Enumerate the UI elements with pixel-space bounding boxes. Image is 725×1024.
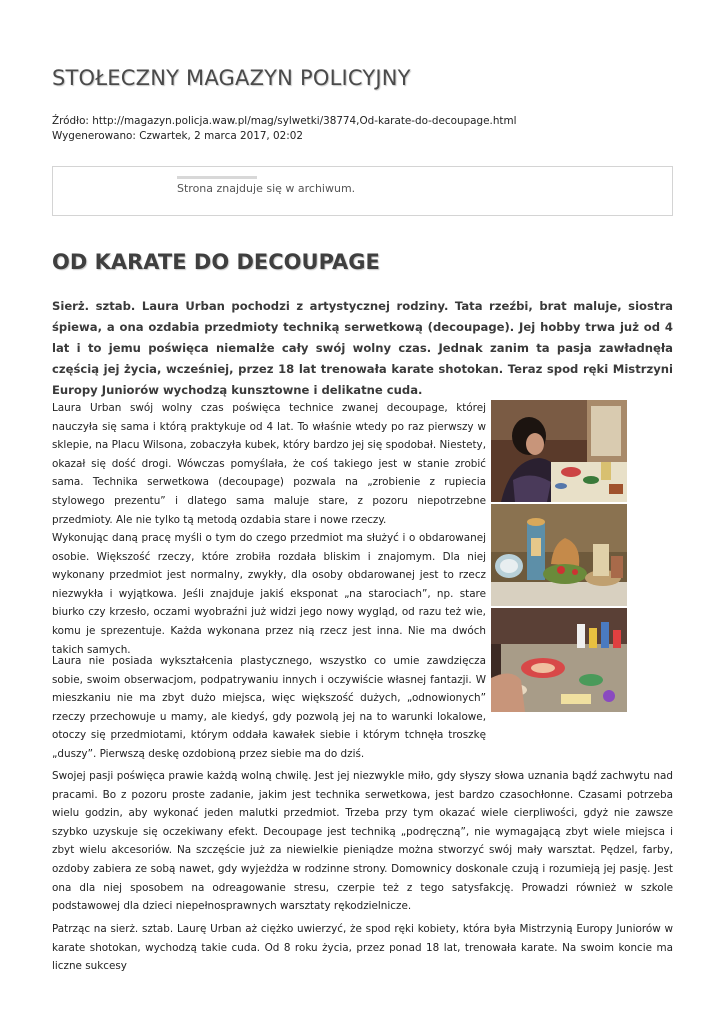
archive-notice-text: Strona znajduje się w archiwum. [177, 182, 356, 195]
article-paragraph-3: Laura nie posiada wykształcenia plastycznego, wszystko co umie zawdzięcza sobie, swoim obserwacjom, podpatrywaniu innych i oczywiście własnej fantazji. W mieszkaniu nie ma zbyt dużo miejsca, więc większość dużych, „odnowionych” rzeczy przechowuje u mamy, ale kiedyś, gdy pozwolą jej na to warunki lokalowe, otoczy się przedmiotami, którym oddała kawałek siebie i którym tchnęła troszkę „duszy”. Pierwszą deskę ozdobioną przez siebie ma do dziś. [52, 655, 486, 760]
article-paragraph-1: Laura Urban swój wolny czas poświęca technice zwanej decoupage, której nauczyła się sama i którą praktykuje od 4 lat. To właśnie wtedy po raz pierwszy w sklepie, na Placu Wilsona, zobaczyła kubek, który bardzo jej się spodobał. Niestety, okazał się dość drogi. Wówczas pomyślała, że coś takiego jest w stanie zrobić sama. Technika serwetkowa (decoupage) pozwala na „zrobienie z rupiecia stylowego prezentu” i dlatego sama maluje stare, z pozoru niepotrzebne przedmioty. Ale nie tylko tą metodą ozdabia stare i nowe rzeczy. [52, 402, 486, 526]
photo-workbench [491, 608, 627, 712]
article-lead: Sierż. sztab. Laura Urban pochodzi z artystycznej rodziny. Tata rzeźbi, brat maluje, siostra śpiewa, a ona ozdabia przedmioty techniką serwetkową (decoupage). Jej hobby trwa już od 4 lat i to jemu poświęca niemalże cały swój wolny czas. Jednak zanim ta pasja zawładnęła częścią jej życia, wcześniej, przez 18 lat trenowała karate shotokan. Teraz spod ręki Mistrzyni Europy Juniorów wychodzą kunsztowne i delikatne cuda. [52, 299, 673, 397]
article-paragraph-4: Swojej pasji poświęca prawie każdą wolną chwilę. Jest jej niezwykle miło, gdy słyszy słowa uznania bądź zachwytu nad pracami. Bo z pozoru proste zadanie, jakim jest technika serwetkowa, jest bardzo czasochłonne. Czasami potrzeba wielu godzin, aby wykonać jeden malutki przedmiot. Trzeba przy tym okazać wiele cierpliwości, gdyż nie zawsze szybko uzyskuje się oczekiwany efekt. Decoupage jest techniką „podręczną”, nie wymagającą zbyt wiele miejsca i zbyt wielu akcesoriów. Na szczęście już za niewielkie pieniądze można stworzyć swój mały warsztat. Pędzel, farby, ozdoby zabiera ze sobą nawet, gdy wyjeżdża w rodzinne strony. Domownicy doskonale czują i rozumieją jej pasję. Jest ona dla niej sposobem na odreagowanie stresu, czerpie też z tego satysfakcję. Prowadzi również w szkole podstawowej dla dzieci niepełnosprawnych warsztaty rękodzielnicze. [52, 770, 673, 913]
source-url[interactable]: Źródło: http://magazyn.policja.waw.pl/mag/sylwetki/38774,Od-karate-do-decoupage.html [52, 115, 517, 127]
article-title: OD KARATE DO DECOUPAGE [52, 250, 380, 274]
document-meta [52, 114, 517, 143]
article-paragraph-2: Wykonując daną pracę myśli o tym do czego przedmiot ma służyć i o obdarowanej osobie. Większość rzeczy, które zrobiła rozdała bliskim i znajomym. Dla niej wykonany przedmiot jest normalny, zwykły, dla osoby obdarowanej jest to rzecz niezwykła i wyjątkowa. Jeśli znajduje jakiś eksponat „na starociach”, np. stare biurko czy krzesło, oczami wyobraźni już widzi jego nowy wygląd, od razu też wie, komu je sprezentuje. Każda wykonana przez nią rzecz jest inna. Nie ma dwóch takich samych. [52, 532, 486, 656]
archive-notice-bar [177, 176, 257, 179]
photo-woman-decorating [491, 400, 627, 502]
article-paragraph-5: Patrząc na sierż. sztab. Laurę Urban aż ciężko uwierzyć, że spod ręki kobiety, która była Mistrzynią Europy Juniorów w karate shotokan, wychodzą takie cuda. Od 8 roku życia, przez ponad 18 lat, trenowała karate. Na swoim koncie ma liczne sukcesy [52, 923, 673, 973]
site-title: STOŁECZNY MAGAZYN POLICYJNY [52, 66, 411, 90]
photo-decorated-objects [491, 504, 627, 606]
archive-notice-box [52, 166, 673, 216]
generated-date: Wygenerowano: Czwartek, 2 marca 2017, 02:02 [52, 129, 303, 142]
